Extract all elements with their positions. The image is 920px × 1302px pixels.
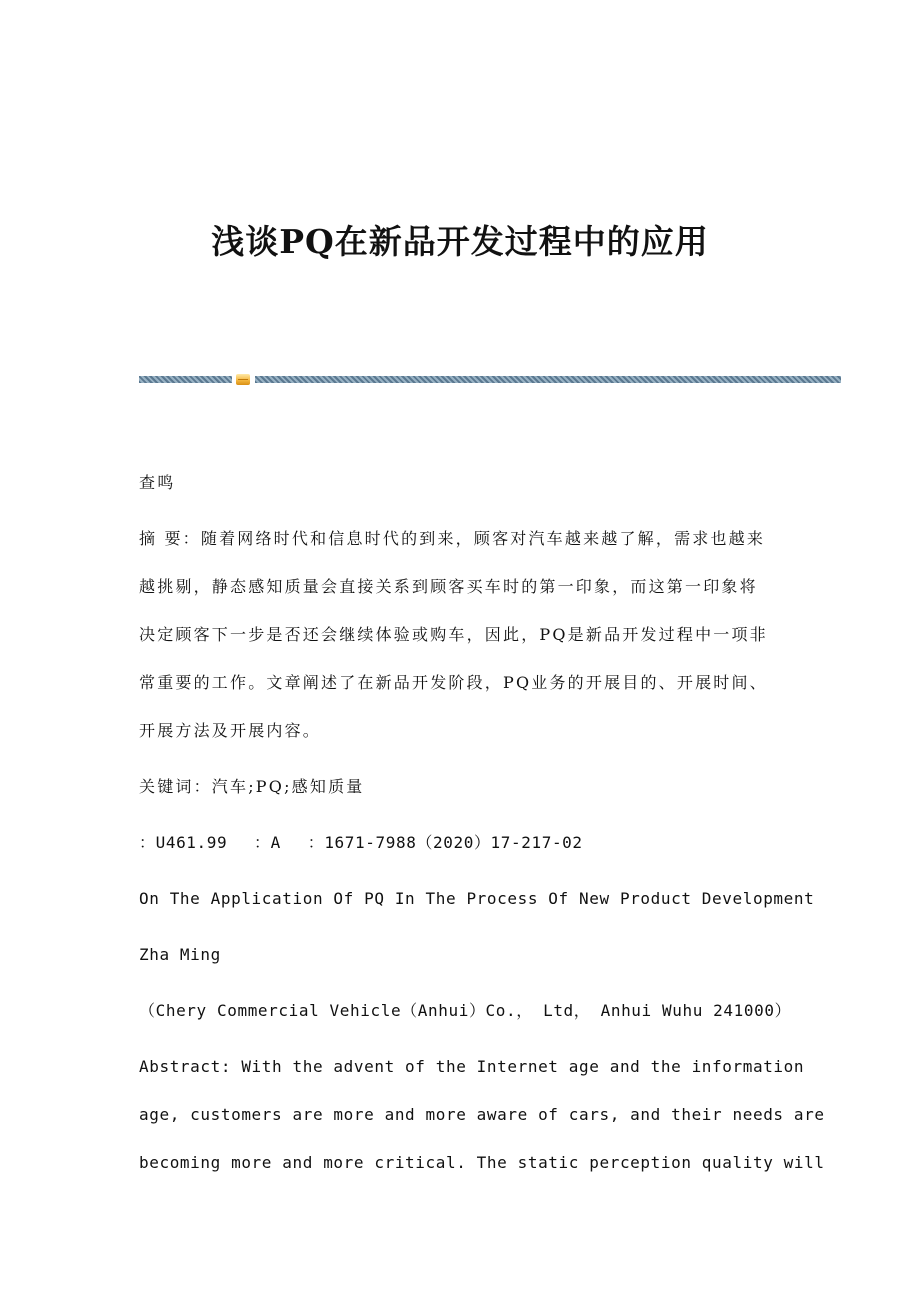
abstract-cn-line-2: 越挑剔，静态感知质量会直接关系到顾客买车时的第一印象，而这第一印象将 — [139, 577, 758, 596]
english-author: Zha Ming — [139, 945, 221, 964]
keywords: 关键词：汽车;PQ;感知质量 — [139, 777, 365, 796]
abstract-cn-line-1: 摘 要：随着网络时代和信息时代的到来，顾客对汽车越来越了解，需求也越来 — [139, 529, 766, 548]
abstract-cn-line-3: 决定顾客下一步是否还会继续体验或购车，因此，PQ是新品开发过程中一项非 — [139, 625, 768, 644]
english-title: On The Application Of PQ In The Process Of New Product Development — [139, 889, 815, 908]
abstract-cn-line-4: 常重要的工作。文章阐述了在新品开发阶段，PQ业务的开展目的、开展时间、 — [139, 673, 768, 692]
divider-bar-right — [255, 376, 841, 383]
abstract-cn-line-5: 开展方法及开展内容。 — [139, 721, 322, 740]
english-affiliation: （Chery Commercial Vehicle（Anhui）Co.， Ltd， Anhui Wuhu 241000） — [139, 1001, 792, 1020]
abstract-en-line-2: age, customers are more and more aware of cars, and their needs are — [139, 1105, 825, 1124]
divider-bar-left — [139, 376, 232, 383]
author-name: 查鸣 — [139, 473, 176, 492]
abstract-en-line-1: Abstract: With the advent of the Internet age and the information — [139, 1057, 805, 1076]
abstract-en-line-3: becoming more and more critical. The static perception quality will — [139, 1153, 825, 1172]
classification-numbers: ：U461.99 ：A ：1671-7988（2020）17-217-02 — [139, 833, 583, 852]
title-divider — [139, 374, 841, 385]
paper-title: 浅谈PQ在新品开发过程中的应用 — [211, 222, 709, 261]
divider-ornament-icon — [236, 374, 250, 385]
